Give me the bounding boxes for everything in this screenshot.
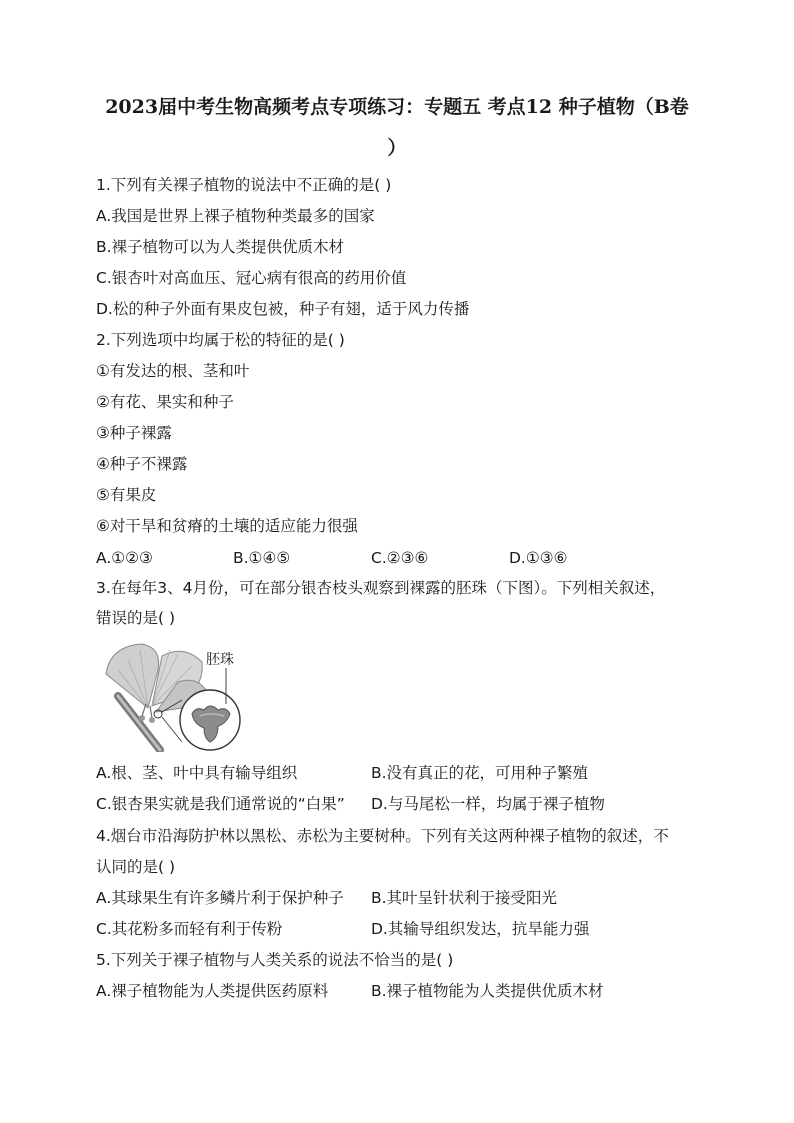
q2-item-5: ⑤有果皮 <box>96 486 157 504</box>
q2-item-6: ⑥对干旱和贫瘠的土壤的适应能力很强 <box>96 517 358 535</box>
q1-option-d: D.松的种子外面有果皮包被，种子有翅，适于风力传播 <box>96 300 470 318</box>
q4-stem-line2: 认同的是( ) <box>96 858 176 876</box>
q1-stem: 1.下列有关裸子植物的说法中不正确的是( ) <box>96 176 392 194</box>
q5-option-a: A.裸子植物能为人类提供医药原料 <box>96 982 329 1000</box>
q1-option-b: B.裸子植物可以为人类提供优质木材 <box>96 238 345 256</box>
page-title-continued: ） <box>387 137 407 159</box>
q1-option-c: C.银杏叶对高血压、冠心病有很高的药用价值 <box>96 269 407 287</box>
q3-option-b: B.没有真正的花，可用种子繁殖 <box>371 764 589 782</box>
q2-item-2: ②有花、果实和种子 <box>96 393 234 411</box>
q5-stem: 5.下列关于裸子植物与人类关系的说法不恰当的是( ) <box>96 951 454 969</box>
q2-item-3: ③种子裸露 <box>96 424 172 442</box>
q4-option-b: B.其叶呈针状利于接受阳光 <box>371 889 558 907</box>
page-title: 2023届中考生物高频考点专项练习：专题五 考点12 种子植物（B卷 <box>105 96 689 118</box>
figure-label-ovule: 胚珠 <box>206 652 234 668</box>
q4-stem-line1: 4.烟台市沿海防护林以黑松、赤松为主要树种。下列有关这两种裸子植物的叙述，不 <box>96 827 669 845</box>
q4-option-a: A.其球果生有许多鳞片利于保护种子 <box>96 889 344 907</box>
q4-option-d: D.其输导组织发达，抗旱能力强 <box>371 920 590 938</box>
q2-option-b: B.①④⑤ <box>233 549 291 567</box>
q5-option-b: B.裸子植物能为人类提供优质木材 <box>371 982 604 1000</box>
q3-stem-line1: 3.在每年3、4月份，可在部分银杏枝头观察到裸露的胚珠（下图）。下列相关叙述， <box>96 579 666 597</box>
q2-option-c: C.②③⑥ <box>371 549 429 567</box>
q3-option-c: C.银杏果实就是我们通常说的“白果” <box>96 795 345 813</box>
q4-option-c: C.其花粉多而轻有利于传粉 <box>96 920 283 938</box>
q2-stem: 2.下列选项中均属于松的特征的是( ) <box>96 331 345 349</box>
q1-option-a: A.我国是世界上裸子植物种类最多的国家 <box>96 207 375 225</box>
q2-item-4: ④种子不裸露 <box>96 455 188 473</box>
q3-option-a: A.根、茎、叶中具有输导组织 <box>96 764 298 782</box>
q3-stem-line2: 错误的是( ) <box>96 609 176 627</box>
ginkgo-ovule-figure <box>100 640 250 752</box>
q2-item-1: ①有发达的根、茎和叶 <box>96 362 250 380</box>
q2-option-a: A.①②③ <box>96 549 153 567</box>
q2-option-d: D.①③⑥ <box>509 549 568 567</box>
q3-option-d: D.与马尾松一样，均属于裸子植物 <box>371 795 605 813</box>
